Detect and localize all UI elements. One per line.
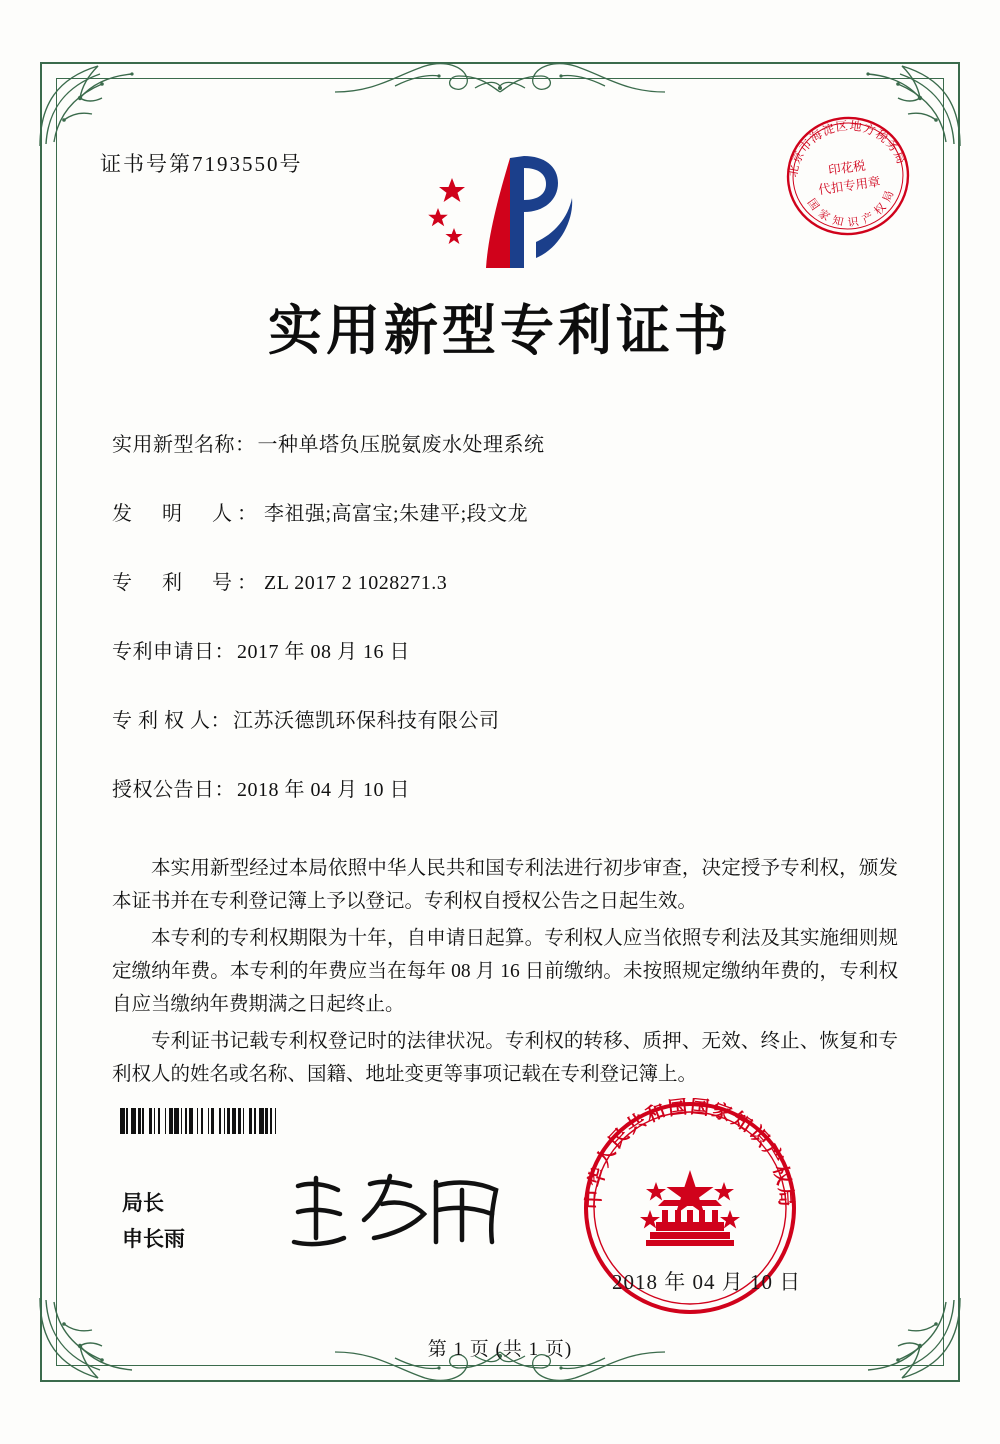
field-label-application-date: 专利申请日： bbox=[112, 641, 235, 663]
field-row-patentee bbox=[112, 704, 892, 733]
certificate-fields bbox=[112, 428, 892, 842]
field-value-utility-model-name: 一种单塔负压脱氨废水处理系统 bbox=[257, 434, 545, 456]
field-label-patent-number: 专 利 号： bbox=[112, 572, 262, 594]
field-row-application-date bbox=[112, 635, 892, 664]
cnipa-logo-icon bbox=[418, 150, 578, 275]
field-row-patent-number bbox=[112, 566, 892, 595]
barcode bbox=[120, 1108, 390, 1134]
page-footer: 第 1 页 (共 1 页) bbox=[427, 1339, 573, 1360]
page-title: 实用新型专利证书 bbox=[268, 299, 732, 362]
certificate-body bbox=[112, 852, 898, 1095]
svg-text:印花税: 印花税 bbox=[827, 157, 867, 178]
field-label-utility-model-name: 实用新型名称： bbox=[112, 434, 256, 456]
body-paragraph-1: 本实用新型经过本局依照中华人民共和国专利法进行初步审查，决定授予专利权，颁发本证书并在专利登记簿上予以登记。专利权自授权公告之日起生效。 bbox=[112, 858, 898, 912]
field-value-grant-announcement-date: 2018 年 04 月 10 日 bbox=[237, 779, 410, 801]
field-row-grant-announcement-date bbox=[112, 773, 892, 802]
top-center-ornament bbox=[335, 52, 665, 98]
field-label-inventor: 发 明 人： bbox=[112, 503, 262, 525]
signature-name: 申长雨 bbox=[122, 1227, 185, 1251]
body-paragraph-2: 本专利的专利权期限为十年，自申请日起算。专利权人应当依照专利法及其实施细则规定缴纳年费。本专利的年费应当在每年 08 月 16 日前缴纳。未按照规定缴纳年费的，专利权自应当缴纳年费期满之日起终止。 bbox=[112, 928, 898, 1015]
field-value-application-date: 2017 年 08 月 16 日 bbox=[237, 641, 410, 663]
signature-title: 局长 bbox=[122, 1191, 164, 1215]
seal-date: 2018 年 04 月 10 日 bbox=[612, 1270, 802, 1294]
field-value-patent-number: ZL 2017 2 1028271.3 bbox=[264, 572, 448, 594]
svg-text:中华人民共和国国家知识产权局: 中华人民共和国国家知识产权局 bbox=[582, 1098, 798, 1210]
tax-stamp-seal bbox=[782, 110, 914, 242]
handwritten-signature-icon bbox=[286, 1168, 516, 1258]
body-paragraph-3: 专利证书记载专利权登记时的法律状况。专利权的转移、质押、无效、终止、恢复和专利权人的姓名或名称、国籍、地址变更等事项记载在专利登记簿上。 bbox=[112, 1031, 898, 1085]
field-value-inventor: 李祖强;高富宝;朱建平;段文龙 bbox=[264, 503, 529, 525]
field-row-utility-model-name bbox=[112, 428, 892, 457]
certificate-number: 证书号第7193550号 bbox=[100, 152, 303, 176]
field-value-patentee: 江苏沃德凯环保科技有限公司 bbox=[233, 710, 500, 732]
svg-text:代扣专用章: 代扣专用章 bbox=[817, 173, 882, 198]
signature-block bbox=[122, 1185, 185, 1257]
field-label-grant-announcement-date: 授权公告日： bbox=[112, 779, 235, 801]
svg-text:国 家 知 识 产 权 局: 国 家 知 识 产 权 局 bbox=[804, 187, 897, 230]
field-row-inventor bbox=[112, 497, 892, 526]
field-label-patentee: 专 利 权 人： bbox=[112, 710, 231, 732]
svg-text:北京市海淀区地方税务局: 北京市海淀区地方税务局 bbox=[785, 118, 909, 179]
